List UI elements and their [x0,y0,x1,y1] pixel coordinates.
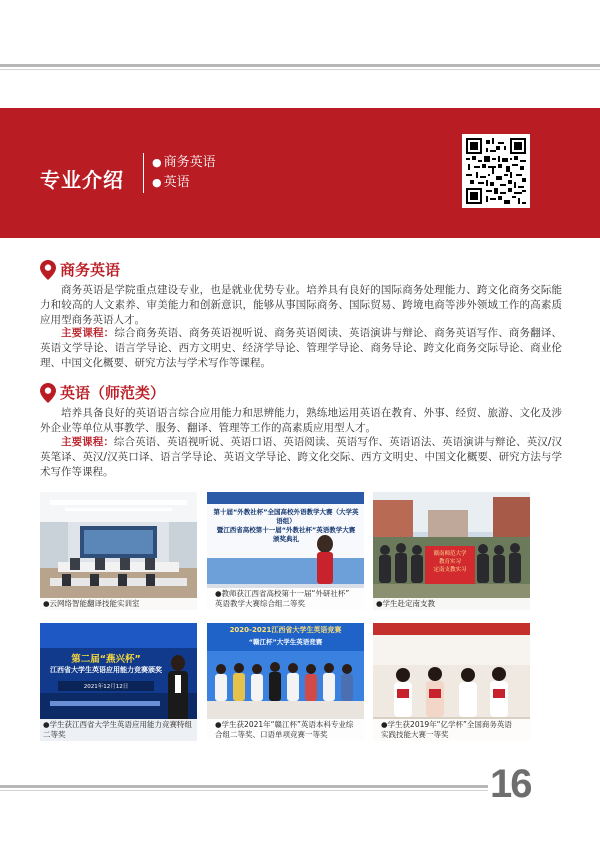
photo-teaching-competition [207,492,364,610]
banner-divider [143,153,144,193]
photo-caption: ●云网络智能翻译技能实训室 [40,598,197,610]
photo-yixue-cup [373,623,530,741]
course-label: 主要课程： [61,436,114,448]
section-intro: 培养具备良好的英语语言综合应用能力和思辨能力，熟练地运用英语在教育、外事、经贸、旅游、文化及涉外企业等单位从事教学、服务、翻译、管理等工作的高素质应用型人才。 [40,407,562,434]
top-divider [0,64,600,67]
page-title: 专业介绍 [40,168,124,192]
photo-volunteer-teaching [373,492,530,610]
page-number: 16 [490,762,531,806]
banner-line: 教育实习 [438,559,461,565]
major-list [152,153,216,193]
backdrop-heading: 第二届“燕兴杯” [71,654,141,665]
photo-caption [207,588,364,610]
course-paragraph [40,435,562,480]
caption-line: 实践技能大赛一等奖 [381,730,449,739]
backdrop-subheading: 江西省大学生英语应用能力竞赛颁奖 [50,666,162,674]
footer-divider [0,785,488,788]
backdrop-text [211,508,361,544]
major-item: ● 英语 [152,173,216,193]
course-list: 综合英语、英语视听说、英语口语、英语阅读、英语写作、英语语法、英语演讲与辩论、英汉/汉英笔译、英汉/汉英口译、语言学导论、英语文学导论、跨文化交际、西方文明史、中国文化概要、研究方法与学术写作等课程。 [40,436,562,478]
backdrop-line: 颁奖典礼 [273,535,299,543]
photo-caption: ●学生赴定南支教 [373,598,530,610]
location-pin-icon [40,260,56,280]
caption-line: ●学生获2021年“赣江杯”英语本科专业综 [215,720,354,729]
top-divider-thin [0,69,600,70]
caption-line: 英语教学大赛综合组二等奖 [215,599,305,608]
qr-code[interactable] [462,134,530,208]
photo-english-competition [40,623,197,741]
caption-line: 合组二等奖、口语单项竞赛一等奖 [215,730,328,739]
photo-translation-lab [40,492,197,610]
section-intro: 商务英语是学院重点建设专业，也是就业优势专业。培养具有良好的国际商务处理能力、跨文化商务交际能力和较高的人文素养、审美能力和创新意识，能够从事国际商务、国际贸易、跨境电商等涉外领域工作的高素质应用型商务英语人才。 [40,284,562,326]
caption-line: ●学生获2019年“亿学杯”全国商务英语 [381,720,512,729]
major-item: ● 商务英语 [152,153,216,173]
photo-caption [373,719,530,741]
backdrop-line: 第十届“外教社杯”全国高校外语教学大赛（大学英语组） [213,508,359,525]
photo-caption [207,719,364,741]
section-heading-english-teacher [40,382,165,403]
section-heading-business-english [40,259,120,280]
section-title: 商务英语 [60,261,121,279]
backdrop-heading: 2020-2021江西省大学生英语竞赛 [229,626,342,634]
course-paragraph [40,326,562,371]
banner-line: 定南支教实习 [433,567,467,573]
caption-line: ●教师获江西省高校第十一届“外研社杯” [215,589,350,598]
course-list: 综合商务英语、商务英语视听说、商务英语阅读、英语演讲与辩论、商务英语写作、商务翻译、英语文学导论、语言学导论、西方文明史、经济学导论、管理学导论、商务导论、跨文化商务交际导论、商业伦理、中国文化概要、研究方法与学术写作等课程。 [40,327,563,369]
footer-divider-thin [0,790,488,791]
photo-caption: ●学生获江西省大学生英语应用能力竞赛特组二等奖 [40,719,197,741]
banner-text [425,550,475,574]
backdrop-line: 暨江西省高校第十一届“外教社杯”英语教学大赛 [216,526,356,534]
section-title: 英语（师范类） [60,384,166,402]
photo-ganjiang-cup [207,623,364,741]
backdrop-subheading: “赣江杯”大学生英语竞赛 [248,638,323,646]
course-label: 主要课程： [61,327,115,339]
backdrop-date: 2021年12月12日 [58,681,154,691]
location-pin-icon [40,383,56,403]
banner-line: 赣南师范大学 [433,551,467,557]
